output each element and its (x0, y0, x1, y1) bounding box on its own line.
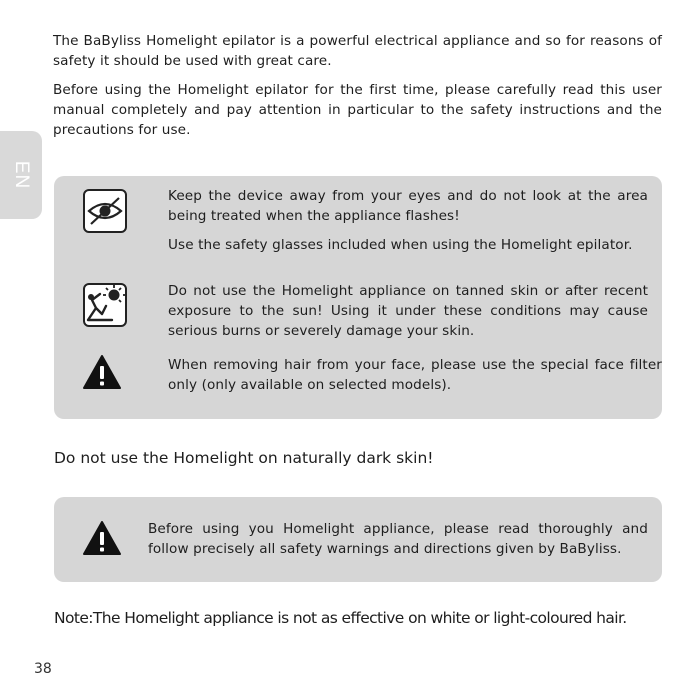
warning-box-text: Before using you Homelight appliance, please read thoroughly and follow precisely all safety warnings and directions given by BaByliss. (148, 521, 648, 557)
eye-warning-text: Keep the device away from your eyes and do not look at the area being treated when the appliance flashes! (168, 188, 648, 224)
intro-paragraph-2: Before using the Homelight epilator for the first time, please carefully read this user manual completely and pay attention in particular to the safety instructions and the precautions for use. (53, 82, 662, 138)
glasses-note-text: Use the safety glasses included when using the Homelight epilator. (168, 237, 633, 253)
sun-warning-text: Do not use the Homelight appliance on tanned skin or after recent exposure to the sun! Using it under these conditions may cause serious burns or severely damage your skin. (168, 283, 648, 339)
warning-triangle-icon (82, 354, 122, 390)
intro-paragraph-1: The BaByliss Homelight epilator is a powerful electrical appliance and so for reasons of safety it should be used with great care. (53, 33, 662, 69)
dark-skin-heading: Do not use the Homelight on naturally dark skin! (54, 449, 434, 467)
warning-triangle-icon (82, 520, 122, 556)
language-tab-label: EN (11, 160, 32, 190)
warning-box (54, 497, 662, 582)
page-number: 38 (34, 661, 52, 677)
safety-box (54, 176, 662, 419)
eye-crossed-icon (82, 188, 128, 234)
note-text: Note:The Homelight appliance is not as effective on white or light-coloured hair. (54, 609, 627, 627)
language-tab (0, 131, 42, 219)
face-warning-text: When removing hair from your face, please use the special face filter only (only available on selected models). (168, 357, 662, 393)
sun-exposure-icon (82, 282, 128, 328)
